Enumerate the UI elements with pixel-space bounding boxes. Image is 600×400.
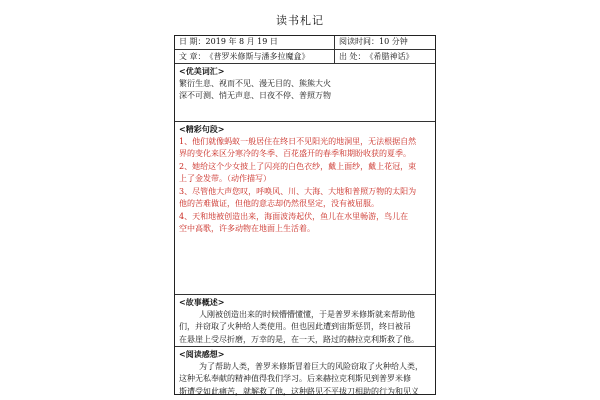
sentence-line: 上了金发带。（动作描写） (179, 174, 271, 183)
sentence-line: 1、他们就像蚂蚁一般居住在终日不见阳光的地洞里，无法根据自然 (179, 136, 417, 146)
date-cell (175, 36, 335, 49)
date-label: 日 期： (179, 37, 206, 47)
summary-section (175, 294, 435, 347)
meta-row-article (175, 49, 435, 64)
vocab-heading: <优美词汇> (179, 66, 225, 76)
meta-row-date (175, 36, 435, 49)
sentence-line: 他的苦难做证，但他的意志却仍然很坚定，没有被屈服。 (179, 199, 379, 208)
sentences-section (175, 121, 435, 245)
sentences-heading: <精彩句段> (179, 124, 225, 134)
sentence-line: 空中高歌，许多动物在地面上生活着。 (179, 224, 315, 233)
vocab-line: 深不可测、悄无声息、日夜不停、普照万物 (179, 91, 331, 100)
sentence-line: 界的变化来区分寒冷的冬季、百花盛开的春季和期盼收获的夏季。 (179, 149, 411, 158)
duration-cell (335, 36, 435, 49)
duration-label: 阅读时间： (339, 37, 379, 47)
source-value: 《希腊神话》 (365, 51, 414, 61)
reflection-line: 这种无私奉献的精神值得我们学习。后来赫拉克利斯见到普罗米修 (179, 374, 411, 383)
article-label: 文 章： (179, 51, 206, 61)
source-label: 出 处： (339, 51, 366, 61)
sentence-line: 3、尽管他大声您叹，呼唤风、川、大海、大地和普照万物的太阳为 (179, 186, 417, 196)
sentence-line: 4、天和地被创造出来，海面波涛起伏，鱼儿在水里畅游，鸟儿在 (179, 211, 409, 221)
reflection-line: 为了帮助人类，普罗米修斯冒着巨大的风险窃取了火种给人类， (199, 361, 423, 371)
reflection-section (175, 346, 435, 395)
reflection-heading: <阅读感想> (179, 349, 225, 359)
summary-heading: <故事概述> (179, 297, 225, 307)
vocab-section (175, 63, 435, 122)
source-cell (335, 50, 435, 64)
date-value: 2019 年 8 月 19 日 (205, 37, 278, 47)
summary-line: 们，并窃取了火种给人类使用。但也因此遭到宙斯惩罚，终日被吊 (179, 322, 411, 331)
summary-line: 在悬崖上受尽折磨，万幸的是，在一天，路过的赫拉克利斯救了他。 (179, 334, 419, 344)
summary-line: 人刚被创造出来的时候懵懵懂懂，于是普罗米修斯就来帮助他 (199, 309, 415, 319)
notes-table (174, 35, 436, 395)
sentence-line: 2、她给这个少女披上了闪亮的白色衣纱，戴上面纱，戴上花冠，束 (179, 161, 417, 171)
vocab-line: 繁衍生息、视而不见、漫无目的、熊熊大火 (179, 78, 331, 88)
article-cell (175, 50, 335, 64)
reflection-line: 斯遭受如此痛苦，就解救了他，这种路见不平拔刀相助的行为和见义 (179, 386, 419, 396)
document-title: 读书札记 (276, 14, 324, 27)
article-value: 《普罗米修斯与潘多拉魔盒》 (205, 51, 310, 61)
duration-value: 10 分钟 (379, 37, 408, 47)
